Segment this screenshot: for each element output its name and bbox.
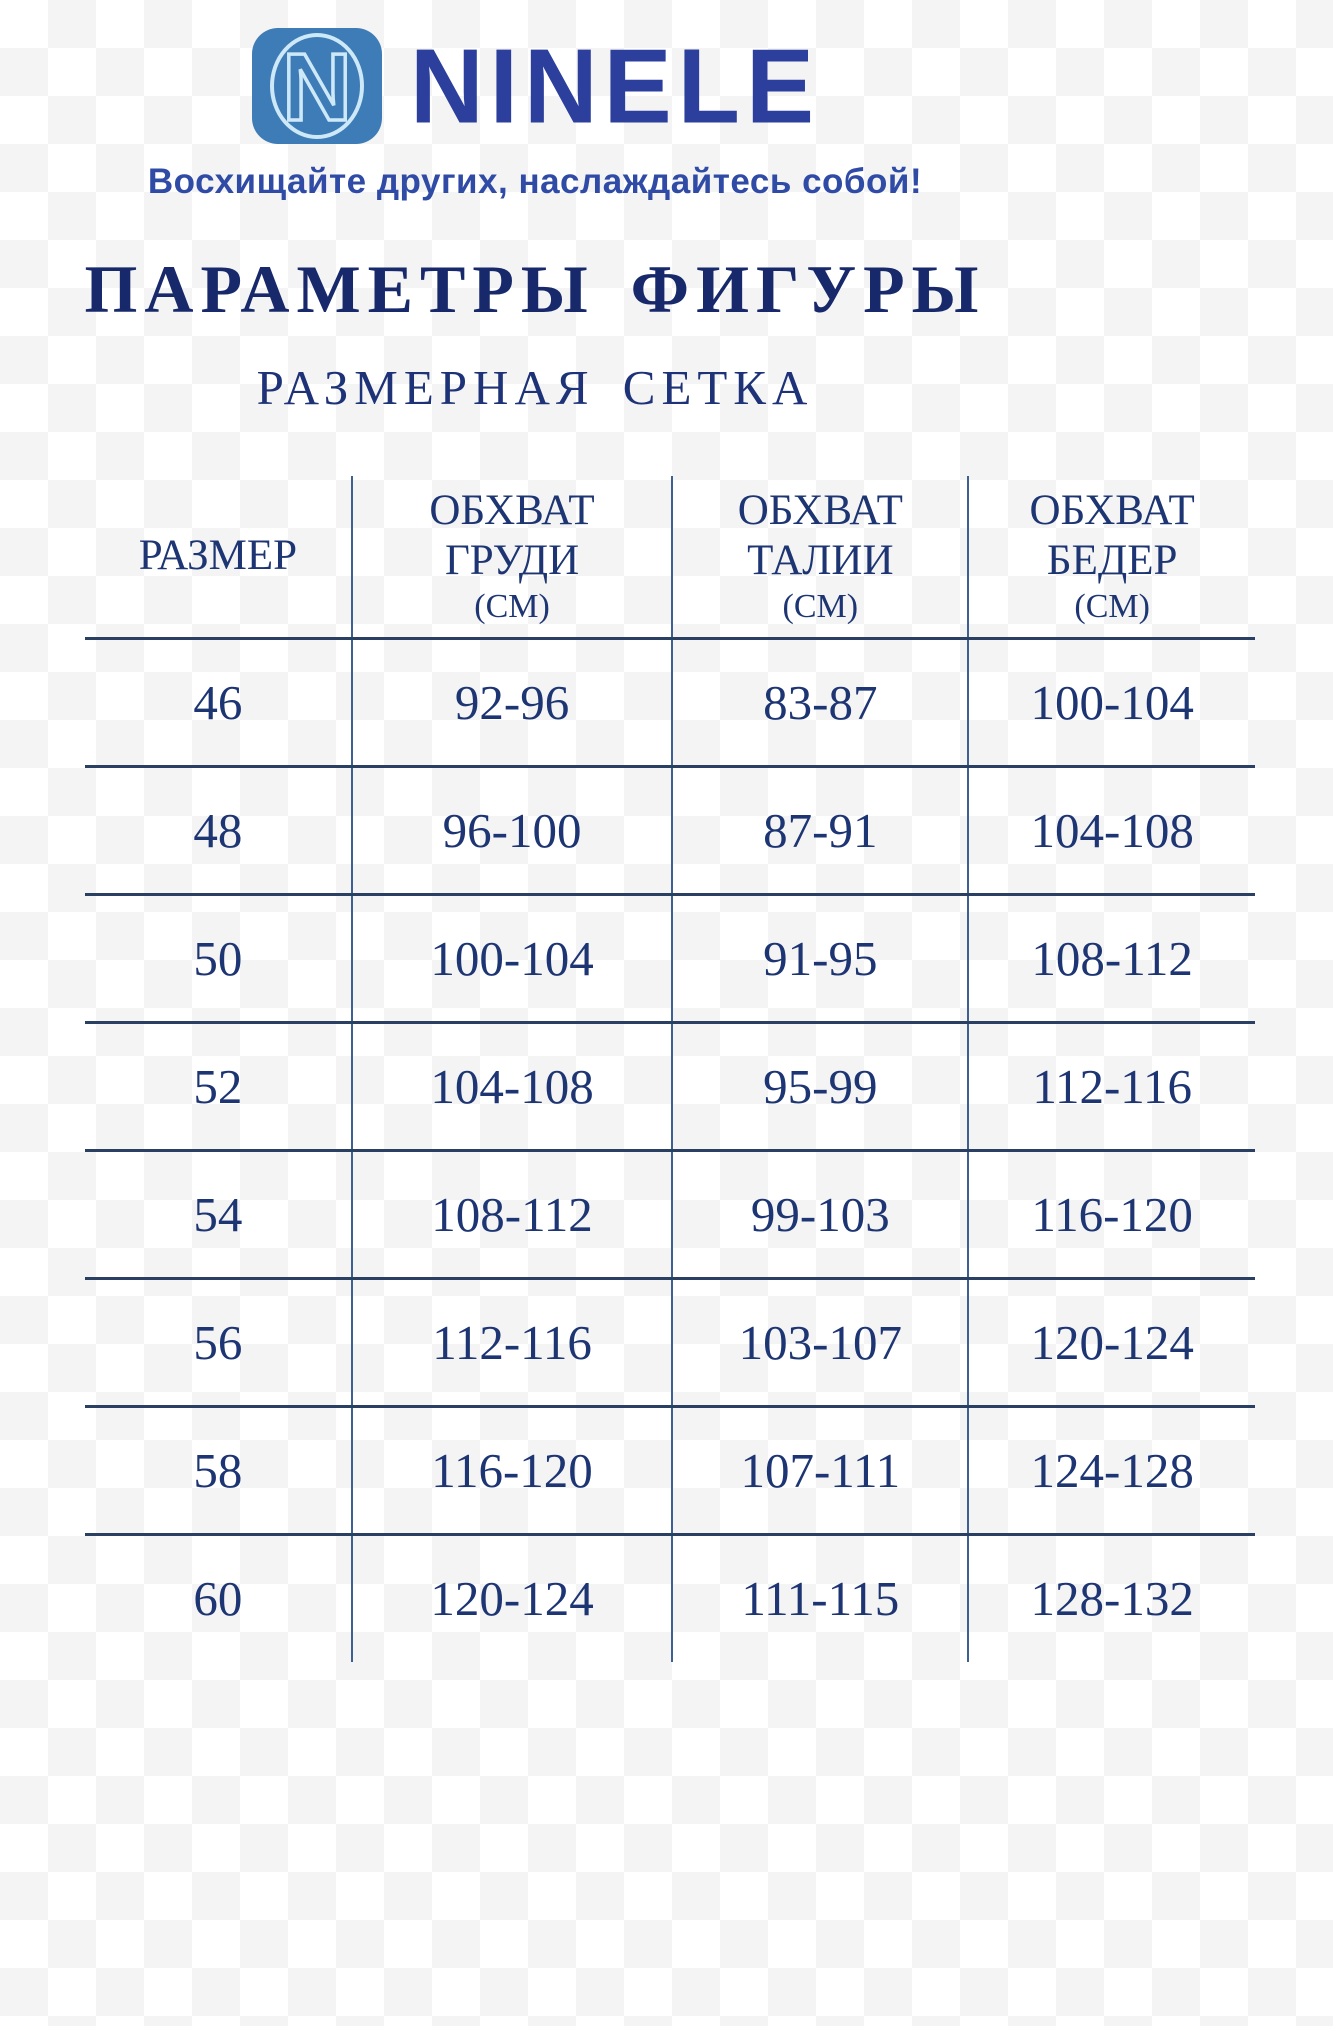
table-row [85,1278,1255,1406]
cell-hips: 116-120 [968,1150,1255,1278]
column-header-unit: (СМ) [474,588,550,626]
size-chart-table [85,476,1255,1662]
cell-bust: 96-100 [352,766,673,894]
table-row [85,894,1255,1022]
cell-size: 56 [85,1278,352,1406]
cell-bust: 92-96 [352,638,673,766]
cell-hips: 108-112 [968,894,1255,1022]
cell-waist: 111-115 [672,1534,968,1662]
cell-bust: 112-116 [352,1278,673,1406]
cell-waist: 95-99 [672,1022,968,1150]
cell-hips: 128-132 [968,1534,1255,1662]
column-header-label: ОБХВАТ БЕДЕР [1029,486,1195,584]
brand-row [30,26,1040,146]
cell-hips: 100-104 [968,638,1255,766]
column-header-size [85,476,352,638]
logo-letter: N [282,34,352,141]
header-row [85,476,1255,638]
cell-hips: 120-124 [968,1278,1255,1406]
cell-bust: 116-120 [352,1406,673,1534]
brand-header [30,26,1040,202]
table-row [85,1022,1255,1150]
cell-waist: 87-91 [672,766,968,894]
cell-size: 58 [85,1406,352,1534]
cell-size: 46 [85,638,352,766]
table-row [85,1534,1255,1662]
cell-waist: 107-111 [672,1406,968,1534]
cell-bust: 104-108 [352,1022,673,1150]
brand-tagline: Восхищайте других, наслаждайтесь собой! [147,162,923,201]
ninele-logo-icon [250,26,384,146]
column-header-bust [352,476,673,638]
cell-size: 50 [85,894,352,1022]
cell-bust: 108-112 [352,1150,673,1278]
cell-size: 52 [85,1022,352,1150]
table-row [85,1406,1255,1534]
column-header-label: РАЗМЕР [138,532,298,580]
cell-waist: 83-87 [672,638,968,766]
column-header-label: ОБХВАТ ГРУДИ [429,486,595,584]
cell-waist: 103-107 [672,1278,968,1406]
table-row [85,638,1255,766]
table-row [85,1150,1255,1278]
cell-bust: 120-124 [352,1534,673,1662]
cell-size: 48 [85,766,352,894]
column-header-unit: (СМ) [1074,588,1150,626]
cell-hips: 104-108 [968,766,1255,894]
table-row [85,766,1255,894]
cell-size: 60 [85,1534,352,1662]
cell-waist: 99-103 [672,1150,968,1278]
brand-name: NINELE [409,26,821,146]
column-header-label: ОБХВАТ ТАЛИИ [737,486,903,584]
column-header-unit: (СМ) [782,588,859,626]
page-title: ПАРАМЕТРЫ ФИГУРЫ [84,251,986,327]
cell-waist: 91-95 [672,894,968,1022]
cell-hips: 124-128 [968,1406,1255,1534]
cell-bust: 100-104 [352,894,673,1022]
column-header-waist [672,476,968,638]
column-header-hips [968,476,1255,638]
page-subtitle: РАЗМЕРНАЯ СЕТКА [256,360,814,415]
cell-hips: 112-116 [968,1022,1255,1150]
cell-size: 54 [85,1150,352,1278]
